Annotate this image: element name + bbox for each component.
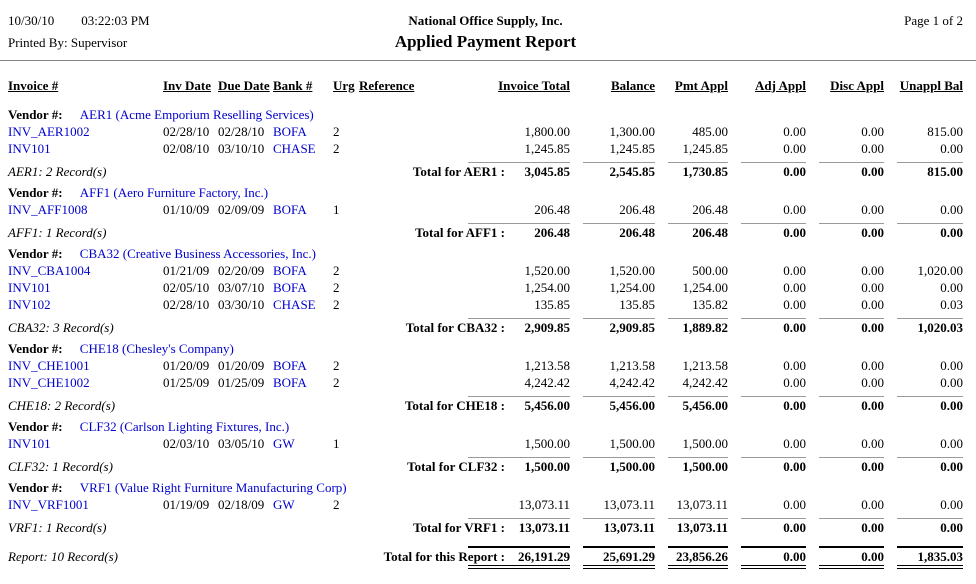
report-header-row2	[0, 29, 976, 52]
inv-date: 01/25/09	[163, 375, 210, 390]
unappl-bal: 0.00	[940, 280, 963, 295]
section-total-row	[0, 163, 976, 180]
vendor-label: Vendor #:	[8, 480, 63, 495]
col-pmt-appl: Pmt Appl	[674, 78, 728, 93]
inv-date: 01/20/09	[163, 358, 210, 373]
disc-appl: 0.00	[861, 497, 884, 512]
page-number: Page 1 of 2	[904, 13, 963, 28]
record-count: CLF32: 1 Record(s)	[8, 459, 113, 474]
inv-date: 02/08/10	[163, 141, 210, 156]
invoice-total: 1,213.58	[524, 358, 570, 373]
total-invoice-total: 5,456.00	[524, 398, 570, 413]
unappl-bal: 815.00	[927, 124, 963, 139]
col-invoice: Invoice #	[8, 78, 59, 93]
balance: 1,213.58	[609, 358, 655, 373]
adj-appl: 0.00	[783, 280, 806, 295]
total-invoice-total: 2,909.85	[524, 320, 570, 335]
report-adj-appl: 0.00	[783, 549, 806, 564]
report-disc-appl: 0.00	[861, 549, 884, 564]
unappl-bal: 0.00	[940, 497, 963, 512]
reference	[359, 496, 455, 513]
vendor-name-link[interactable]: CLF32 (Carlson Lighting Fixtures, Inc.)	[79, 419, 290, 434]
adj-appl: 0.00	[783, 297, 806, 312]
adj-appl: 0.00	[783, 375, 806, 390]
table-row	[0, 140, 976, 157]
invoice-number-link[interactable]: INV101	[8, 436, 51, 451]
adj-appl: 0.00	[783, 141, 806, 156]
due-date: 03/30/10	[218, 297, 265, 312]
table-row	[0, 201, 976, 218]
invoice-number-link[interactable]: INV_AER1002	[8, 124, 90, 139]
urgency: 2	[333, 141, 340, 156]
bank-link[interactable]: BOFA	[273, 375, 307, 390]
section-total-label: Total for AER1 :	[412, 164, 505, 179]
invoice-total: 135.85	[534, 297, 570, 312]
pmt-appl: 1,254.00	[682, 280, 728, 295]
vendor-label: Vendor #:	[8, 246, 63, 261]
report-unappl-bal: 1,835.03	[917, 549, 963, 564]
total-pmt-appl: 1,730.85	[682, 164, 728, 179]
section-total-label: Total for VRF1 :	[413, 520, 505, 535]
total-pmt-appl: 13,073.11	[676, 520, 728, 535]
total-unappl-bal: 0.00	[940, 459, 963, 474]
urgency: 2	[333, 497, 340, 512]
table-row	[0, 374, 976, 391]
inv-date: 01/21/09	[163, 263, 210, 278]
section-total-row	[0, 319, 976, 336]
vendor-section-cba32	[0, 245, 976, 336]
vendor-name-link[interactable]: CHE18 (Chesley's Company)	[79, 341, 234, 356]
section-total-row	[0, 397, 976, 414]
total-adj-appl: 0.00	[783, 398, 806, 413]
due-date: 02/20/09	[218, 263, 265, 278]
col-reference: Reference	[359, 78, 415, 93]
reference	[359, 279, 455, 296]
col-invoice-total: Invoice Total	[498, 78, 570, 93]
total-balance: 1,500.00	[609, 459, 655, 474]
invoice-number-link[interactable]: INV_AFF1008	[8, 202, 88, 217]
total-disc-appl: 0.00	[861, 459, 884, 474]
col-balance: Balance	[610, 78, 655, 93]
report-pmt-appl: 23,856.26	[676, 549, 728, 564]
balance: 1,520.00	[609, 263, 655, 278]
vendor-name-link[interactable]: AER1 (Acme Emporium Reselling Services)	[79, 107, 314, 122]
unappl-bal: 0.00	[940, 202, 963, 217]
vendor-label: Vendor #:	[8, 341, 63, 356]
disc-appl: 0.00	[861, 297, 884, 312]
table-row	[0, 296, 976, 313]
unappl-bal: 0.00	[940, 436, 963, 451]
section-total-row	[0, 458, 976, 475]
inv-date: 02/05/10	[163, 280, 210, 295]
balance: 4,242.42	[609, 375, 655, 390]
due-date: 03/05/10	[218, 436, 265, 451]
bank-link[interactable]: GW	[273, 436, 295, 451]
invoice-total: 4,242.42	[524, 375, 570, 390]
total-pmt-appl: 206.48	[692, 225, 728, 240]
due-date: 02/09/09	[218, 202, 265, 217]
record-count: AFF1: 1 Record(s)	[8, 225, 107, 240]
section-total-row	[0, 224, 976, 241]
total-balance: 2,545.85	[609, 164, 655, 179]
total-disc-appl: 0.00	[861, 320, 884, 335]
total-adj-appl: 0.00	[783, 164, 806, 179]
disc-appl: 0.00	[861, 358, 884, 373]
due-date: 02/18/09	[218, 497, 265, 512]
vendor-label: Vendor #:	[8, 107, 63, 122]
inv-date: 01/10/09	[163, 202, 210, 217]
total-unappl-bal: 0.00	[940, 225, 963, 240]
vendor-section-aer1	[0, 106, 976, 180]
total-adj-appl: 0.00	[783, 320, 806, 335]
adj-appl: 0.00	[783, 358, 806, 373]
pmt-appl: 13,073.11	[676, 497, 728, 512]
total-invoice-total: 1,500.00	[524, 459, 570, 474]
pmt-appl: 1,213.58	[682, 358, 728, 373]
vendor-section-vrf1	[0, 479, 976, 536]
vendor-label: Vendor #:	[8, 185, 63, 200]
bank-link[interactable]: BOFA	[273, 202, 307, 217]
col-urg: Urg	[333, 78, 355, 93]
invoice-total: 1,800.00	[524, 124, 570, 139]
header-divider	[0, 60, 976, 61]
vendor-label: Vendor #:	[8, 419, 63, 434]
adj-appl: 0.00	[783, 124, 806, 139]
due-date: 03/10/10	[218, 141, 265, 156]
total-pmt-appl: 5,456.00	[682, 398, 728, 413]
reference	[359, 262, 455, 279]
invoice-number-link[interactable]: INV_VRF1001	[8, 497, 89, 512]
balance: 1,254.00	[609, 280, 655, 295]
table-row	[0, 496, 976, 513]
total-invoice-total: 3,045.85	[524, 164, 570, 179]
invoice-total: 13,073.11	[518, 497, 570, 512]
unappl-bal: 1,020.00	[917, 263, 963, 278]
total-disc-appl: 0.00	[861, 398, 884, 413]
balance: 1,245.85	[609, 141, 655, 156]
total-disc-appl: 0.00	[861, 225, 884, 240]
section-total-label: Total for CHE18 :	[404, 398, 505, 413]
reference	[359, 296, 455, 313]
pmt-appl: 1,245.85	[682, 141, 728, 156]
urgency: 2	[333, 263, 340, 278]
reference	[359, 140, 455, 157]
total-unappl-bal: 815.00	[927, 164, 963, 179]
section-total-row	[0, 519, 976, 536]
total-disc-appl: 0.00	[783, 520, 806, 535]
report-total-section	[0, 544, 976, 571]
urgency: 2	[333, 358, 340, 373]
col-unappl-bal: Unappl Bal	[899, 78, 963, 93]
bank-link[interactable]: BOFA	[273, 358, 307, 373]
reference	[359, 201, 455, 218]
report-invoice-total: 26,191.29	[518, 549, 570, 564]
reference	[359, 435, 455, 452]
total-balance: 2,909.85	[609, 320, 655, 335]
table-row	[0, 262, 976, 279]
adj-appl: 0.00	[783, 263, 806, 278]
disc-appl: 0.00	[861, 124, 884, 139]
section-total-label: Total for CLF32 :	[407, 459, 505, 474]
pmt-appl: 206.48	[692, 202, 728, 217]
bank-link[interactable]: BOFA	[273, 263, 307, 278]
unappl-bal: 0.00	[940, 375, 963, 390]
due-date: 01/20/09	[218, 358, 265, 373]
adj-appl: 0.00	[783, 497, 806, 512]
pmt-appl: 500.00	[692, 263, 728, 278]
adj-appl: 0.00	[783, 202, 806, 217]
total-invoice-total: 13,073.11	[518, 520, 570, 535]
record-count: VRF1: 1 Record(s)	[8, 520, 107, 535]
due-date: 01/25/09	[218, 375, 265, 390]
total-adj-appl: 0.00	[783, 225, 806, 240]
table-row	[0, 435, 976, 452]
urgency: 2	[333, 280, 340, 295]
report-balance: 25,691.29	[603, 549, 655, 564]
balance: 1,300.00	[609, 124, 655, 139]
total-disc-appl: 0.00	[861, 164, 884, 179]
balance: 135.85	[619, 297, 655, 312]
section-total-label: Total for CBA32 :	[405, 320, 505, 335]
table-row	[0, 279, 976, 296]
due-date: 02/28/10	[218, 124, 265, 139]
inv-date: 02/28/10	[163, 297, 210, 312]
print-date: 10/30/10	[8, 13, 55, 28]
invoice-total: 1,520.00	[524, 263, 570, 278]
table-row	[0, 357, 976, 374]
table-row	[0, 123, 976, 140]
col-inv-date: Inv Date	[163, 78, 212, 93]
col-due-date: Due Date	[218, 78, 270, 93]
report-total-bottom-rule	[0, 565, 976, 571]
disc-appl: 0.00	[861, 436, 884, 451]
col-bank: Bank #	[273, 78, 313, 93]
unappl-bal: 0.03	[940, 297, 963, 312]
vendor-section-che18	[0, 340, 976, 414]
reference	[359, 123, 455, 140]
invoice-total: 206.48	[534, 202, 570, 217]
pmt-appl: 485.00	[692, 124, 728, 139]
urgency: 1	[333, 436, 340, 451]
bank-link[interactable]: BOFA	[273, 124, 307, 139]
inv-date: 02/28/10	[163, 124, 210, 139]
bank-link[interactable]: GW	[273, 497, 295, 512]
pmt-appl: 4,242.42	[682, 375, 728, 390]
section-total-label: Total for AFF1 :	[415, 225, 505, 240]
invoice-number-link[interactable]: INV_CHE1002	[8, 375, 90, 390]
invoice-number-link[interactable]: INV101	[8, 280, 51, 295]
balance: 13,073.11	[603, 497, 655, 512]
balance: 1,500.00	[609, 436, 655, 451]
total-unappl-bal: 1,020.03	[917, 320, 963, 335]
invoice-number-link[interactable]: INV_CHE1001	[8, 358, 90, 373]
disc-appl: 0.00	[861, 141, 884, 156]
disc-appl: 0.00	[861, 280, 884, 295]
total-invoice-total: 206.48	[534, 225, 570, 240]
bank-link[interactable]: CHASE	[273, 297, 316, 312]
report-header-row1	[0, 0, 976, 29]
disc-appl: 0.00	[861, 375, 884, 390]
record-count: CHE18: 2 Record(s)	[8, 398, 116, 413]
total-unappl-bal: 0.00	[940, 520, 963, 535]
reference	[359, 374, 455, 391]
pmt-appl: 1,500.00	[682, 436, 728, 451]
reference	[359, 357, 455, 374]
company-name: National Office Supply, Inc.	[408, 13, 563, 28]
invoice-number-link[interactable]: INV_CBA1004	[8, 263, 91, 278]
urgency: 2	[333, 297, 340, 312]
total-balance: 5,456.00	[609, 398, 655, 413]
report-total-row	[0, 548, 976, 565]
report-title: Applied Payment Report	[394, 32, 577, 51]
inv-date: 02/03/10	[163, 436, 210, 451]
vendor-name-link[interactable]: CBA32 (Creative Business Accessories, Inc.)	[79, 246, 316, 261]
total-balance: 206.48	[619, 225, 655, 240]
vendor-section-aff1	[0, 184, 976, 241]
bank-link[interactable]: CHASE	[273, 141, 316, 156]
report-total-label: Total for this Report :	[383, 549, 505, 564]
record-count: CBA32: 3 Record(s)	[8, 320, 114, 335]
record-count: AER1: 2 Record(s)	[8, 164, 107, 179]
total-pmt-appl: 1,500.00	[682, 459, 728, 474]
urgency: 2	[333, 124, 340, 139]
print-time: 03:22:03 PM	[81, 13, 150, 28]
balance: 206.48	[619, 202, 655, 217]
printed-by: Printed By: Supervisor	[8, 35, 128, 50]
unappl-bal: 0.00	[940, 141, 963, 156]
bank-link[interactable]: BOFA	[273, 280, 307, 295]
unappl-bal: 0.00	[940, 358, 963, 373]
vendor-section-clf32	[0, 418, 976, 475]
adj-appl: 0.00	[783, 436, 806, 451]
disc-appl: 0.00	[861, 263, 884, 278]
inv-date: 01/19/09	[163, 497, 210, 512]
invoice-number-link[interactable]: INV102	[8, 297, 51, 312]
total-pmt-appl: 1,889.82	[682, 320, 728, 335]
col-disc-appl: Disc Appl	[830, 78, 884, 93]
total-adj-appl: 0.00	[783, 459, 806, 474]
pmt-appl: 135.82	[692, 297, 728, 312]
urgency: 2	[333, 375, 340, 390]
invoice-number-link[interactable]: INV101	[8, 141, 51, 156]
invoice-total: 1,254.00	[524, 280, 570, 295]
col-adj-appl: Adj Appl	[755, 78, 806, 93]
disc-appl: 0.00	[861, 202, 884, 217]
urgency: 1	[333, 202, 340, 217]
invoice-total: 1,500.00	[524, 436, 570, 451]
report-record-count: Report: 10 Record(s)	[8, 549, 118, 564]
total-unappl-bal: 0.00	[940, 398, 963, 413]
vendor-name-link[interactable]: AFF1 (Aero Furniture Factory, Inc.)	[79, 185, 269, 200]
vendor-name-link[interactable]: VRF1 (Value Right Furniture Manufacturing Corp)	[79, 480, 347, 495]
column-header-row	[0, 77, 976, 94]
total-balance: 13,073.11	[603, 520, 655, 535]
due-date: 03/07/10	[218, 280, 265, 295]
invoice-total: 1,245.85	[524, 141, 570, 156]
total-adj-appl: 0.00	[861, 520, 884, 535]
